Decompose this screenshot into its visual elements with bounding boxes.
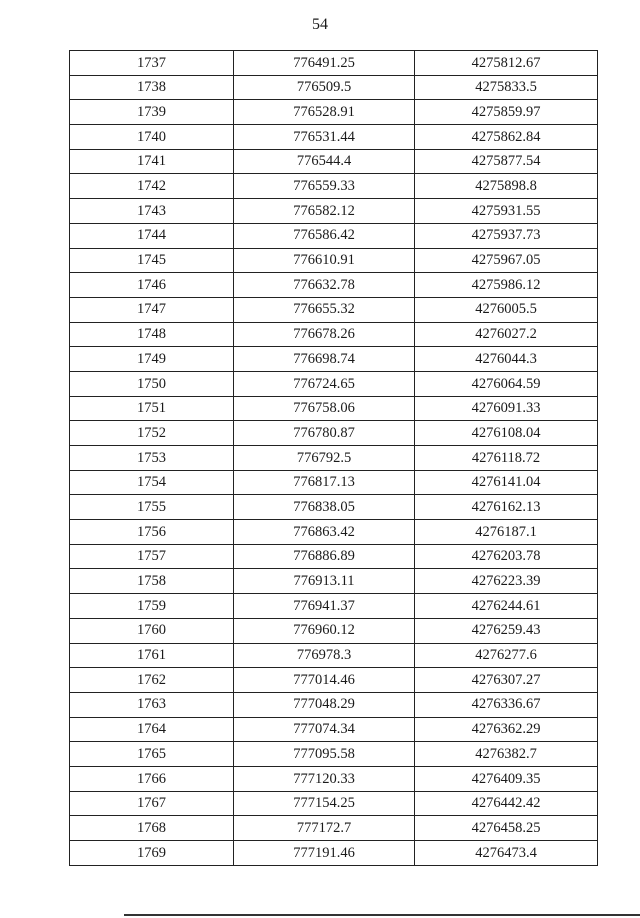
table-row bbox=[70, 643, 598, 668]
y-coordinate-cell: 4276473.4 bbox=[415, 841, 598, 866]
point-number-cell: 1742 bbox=[70, 174, 234, 199]
point-number-cell: 1756 bbox=[70, 520, 234, 545]
y-coordinate-cell: 4276336.67 bbox=[415, 692, 598, 717]
table-row bbox=[70, 816, 598, 841]
table-row bbox=[70, 594, 598, 619]
table-row bbox=[70, 273, 598, 298]
y-coordinate-cell: 4276307.27 bbox=[415, 668, 598, 693]
y-coordinate-cell: 4275812.67 bbox=[415, 51, 598, 76]
point-number-cell: 1746 bbox=[70, 273, 234, 298]
point-number-cell: 1752 bbox=[70, 421, 234, 446]
y-coordinate-cell: 4275986.12 bbox=[415, 273, 598, 298]
y-coordinate-cell: 4276442.42 bbox=[415, 791, 598, 816]
table-row bbox=[70, 470, 598, 495]
y-coordinate-cell: 4275877.54 bbox=[415, 149, 598, 174]
table-row bbox=[70, 174, 598, 199]
x-coordinate-cell: 777172.7 bbox=[234, 816, 415, 841]
x-coordinate-cell: 776941.37 bbox=[234, 594, 415, 619]
x-coordinate-cell: 776838.05 bbox=[234, 495, 415, 520]
x-coordinate-cell: 776559.33 bbox=[234, 174, 415, 199]
x-coordinate-cell: 776586.42 bbox=[234, 223, 415, 248]
point-number-cell: 1743 bbox=[70, 199, 234, 224]
table-row bbox=[70, 446, 598, 471]
point-number-cell: 1748 bbox=[70, 322, 234, 347]
y-coordinate-cell: 4276108.04 bbox=[415, 421, 598, 446]
point-number-cell: 1741 bbox=[70, 149, 234, 174]
table-row bbox=[70, 322, 598, 347]
y-coordinate-cell: 4276203.78 bbox=[415, 544, 598, 569]
point-number-cell: 1750 bbox=[70, 371, 234, 396]
table-row bbox=[70, 297, 598, 322]
y-coordinate-cell: 4276277.6 bbox=[415, 643, 598, 668]
x-coordinate-cell: 776758.06 bbox=[234, 396, 415, 421]
y-coordinate-cell: 4275859.97 bbox=[415, 100, 598, 125]
point-number-cell: 1738 bbox=[70, 75, 234, 100]
x-coordinate-cell: 776632.78 bbox=[234, 273, 415, 298]
y-coordinate-cell: 4276064.59 bbox=[415, 371, 598, 396]
table-row bbox=[70, 692, 598, 717]
y-coordinate-cell: 4276223.39 bbox=[415, 569, 598, 594]
table-row bbox=[70, 841, 598, 866]
point-number-cell: 1739 bbox=[70, 100, 234, 125]
y-coordinate-cell: 4276458.25 bbox=[415, 816, 598, 841]
point-number-cell: 1758 bbox=[70, 569, 234, 594]
point-number-cell: 1744 bbox=[70, 223, 234, 248]
point-number-cell: 1763 bbox=[70, 692, 234, 717]
point-number-cell: 1755 bbox=[70, 495, 234, 520]
table-row bbox=[70, 396, 598, 421]
point-number-cell: 1762 bbox=[70, 668, 234, 693]
x-coordinate-cell: 777191.46 bbox=[234, 841, 415, 866]
table-row bbox=[70, 100, 598, 125]
y-coordinate-cell: 4276382.7 bbox=[415, 742, 598, 767]
y-coordinate-cell: 4276141.04 bbox=[415, 470, 598, 495]
y-coordinate-cell: 4276162.13 bbox=[415, 495, 598, 520]
table-row bbox=[70, 347, 598, 372]
point-number-cell: 1757 bbox=[70, 544, 234, 569]
x-coordinate-cell: 776610.91 bbox=[234, 248, 415, 273]
y-coordinate-cell: 4276091.33 bbox=[415, 396, 598, 421]
x-coordinate-cell: 776698.74 bbox=[234, 347, 415, 372]
x-coordinate-cell: 776544.4 bbox=[234, 149, 415, 174]
x-coordinate-cell: 776978.3 bbox=[234, 643, 415, 668]
point-number-cell: 1740 bbox=[70, 125, 234, 150]
y-coordinate-cell: 4276409.35 bbox=[415, 766, 598, 791]
y-coordinate-cell: 4275898.8 bbox=[415, 174, 598, 199]
table-row bbox=[70, 495, 598, 520]
point-number-cell: 1760 bbox=[70, 618, 234, 643]
bottom-rule bbox=[124, 914, 640, 916]
point-number-cell: 1745 bbox=[70, 248, 234, 273]
table-row bbox=[70, 742, 598, 767]
table-row bbox=[70, 51, 598, 76]
x-coordinate-cell: 776582.12 bbox=[234, 199, 415, 224]
table-row bbox=[70, 125, 598, 150]
point-number-cell: 1747 bbox=[70, 297, 234, 322]
y-coordinate-cell: 4275833.5 bbox=[415, 75, 598, 100]
table-row bbox=[70, 149, 598, 174]
x-coordinate-cell: 776780.87 bbox=[234, 421, 415, 446]
point-number-cell: 1749 bbox=[70, 347, 234, 372]
table-row bbox=[70, 791, 598, 816]
x-coordinate-cell: 776528.91 bbox=[234, 100, 415, 125]
table-row bbox=[70, 766, 598, 791]
point-number-cell: 1769 bbox=[70, 841, 234, 866]
x-coordinate-cell: 776531.44 bbox=[234, 125, 415, 150]
page-number: 54 bbox=[312, 16, 328, 33]
coordinates-table bbox=[69, 50, 598, 866]
table-row bbox=[70, 544, 598, 569]
table-row bbox=[70, 618, 598, 643]
x-coordinate-cell: 776724.65 bbox=[234, 371, 415, 396]
x-coordinate-cell: 776886.89 bbox=[234, 544, 415, 569]
point-number-cell: 1761 bbox=[70, 643, 234, 668]
x-coordinate-cell: 776960.12 bbox=[234, 618, 415, 643]
x-coordinate-cell: 776913.11 bbox=[234, 569, 415, 594]
x-coordinate-cell: 777048.29 bbox=[234, 692, 415, 717]
table-row bbox=[70, 421, 598, 446]
y-coordinate-cell: 4275967.05 bbox=[415, 248, 598, 273]
table-row bbox=[70, 199, 598, 224]
y-coordinate-cell: 4276244.61 bbox=[415, 594, 598, 619]
point-number-cell: 1767 bbox=[70, 791, 234, 816]
y-coordinate-cell: 4276259.43 bbox=[415, 618, 598, 643]
y-coordinate-cell: 4276362.29 bbox=[415, 717, 598, 742]
x-coordinate-cell: 776491.25 bbox=[234, 51, 415, 76]
point-number-cell: 1759 bbox=[70, 594, 234, 619]
table-row bbox=[70, 75, 598, 100]
table-row bbox=[70, 520, 598, 545]
y-coordinate-cell: 4276118.72 bbox=[415, 446, 598, 471]
table-row bbox=[70, 569, 598, 594]
x-coordinate-cell: 776863.42 bbox=[234, 520, 415, 545]
x-coordinate-cell: 777154.25 bbox=[234, 791, 415, 816]
y-coordinate-cell: 4276027.2 bbox=[415, 322, 598, 347]
y-coordinate-cell: 4276044.3 bbox=[415, 347, 598, 372]
point-number-cell: 1766 bbox=[70, 766, 234, 791]
x-coordinate-cell: 777120.33 bbox=[234, 766, 415, 791]
point-number-cell: 1754 bbox=[70, 470, 234, 495]
point-number-cell: 1751 bbox=[70, 396, 234, 421]
table-row bbox=[70, 248, 598, 273]
point-number-cell: 1737 bbox=[70, 51, 234, 76]
y-coordinate-cell: 4275862.84 bbox=[415, 125, 598, 150]
y-coordinate-cell: 4276187.1 bbox=[415, 520, 598, 545]
x-coordinate-cell: 777095.58 bbox=[234, 742, 415, 767]
table-row bbox=[70, 223, 598, 248]
x-coordinate-cell: 776817.13 bbox=[234, 470, 415, 495]
x-coordinate-cell: 776509.5 bbox=[234, 75, 415, 100]
x-coordinate-cell: 777074.34 bbox=[234, 717, 415, 742]
y-coordinate-cell: 4276005.5 bbox=[415, 297, 598, 322]
point-number-cell: 1753 bbox=[70, 446, 234, 471]
x-coordinate-cell: 776678.26 bbox=[234, 322, 415, 347]
x-coordinate-cell: 776655.32 bbox=[234, 297, 415, 322]
point-number-cell: 1768 bbox=[70, 816, 234, 841]
table-row bbox=[70, 668, 598, 693]
y-coordinate-cell: 4275931.55 bbox=[415, 199, 598, 224]
y-coordinate-cell: 4275937.73 bbox=[415, 223, 598, 248]
table-row bbox=[70, 717, 598, 742]
coordinates-table-body bbox=[70, 51, 598, 866]
point-number-cell: 1765 bbox=[70, 742, 234, 767]
table-row bbox=[70, 371, 598, 396]
point-number-cell: 1764 bbox=[70, 717, 234, 742]
x-coordinate-cell: 777014.46 bbox=[234, 668, 415, 693]
x-coordinate-cell: 776792.5 bbox=[234, 446, 415, 471]
